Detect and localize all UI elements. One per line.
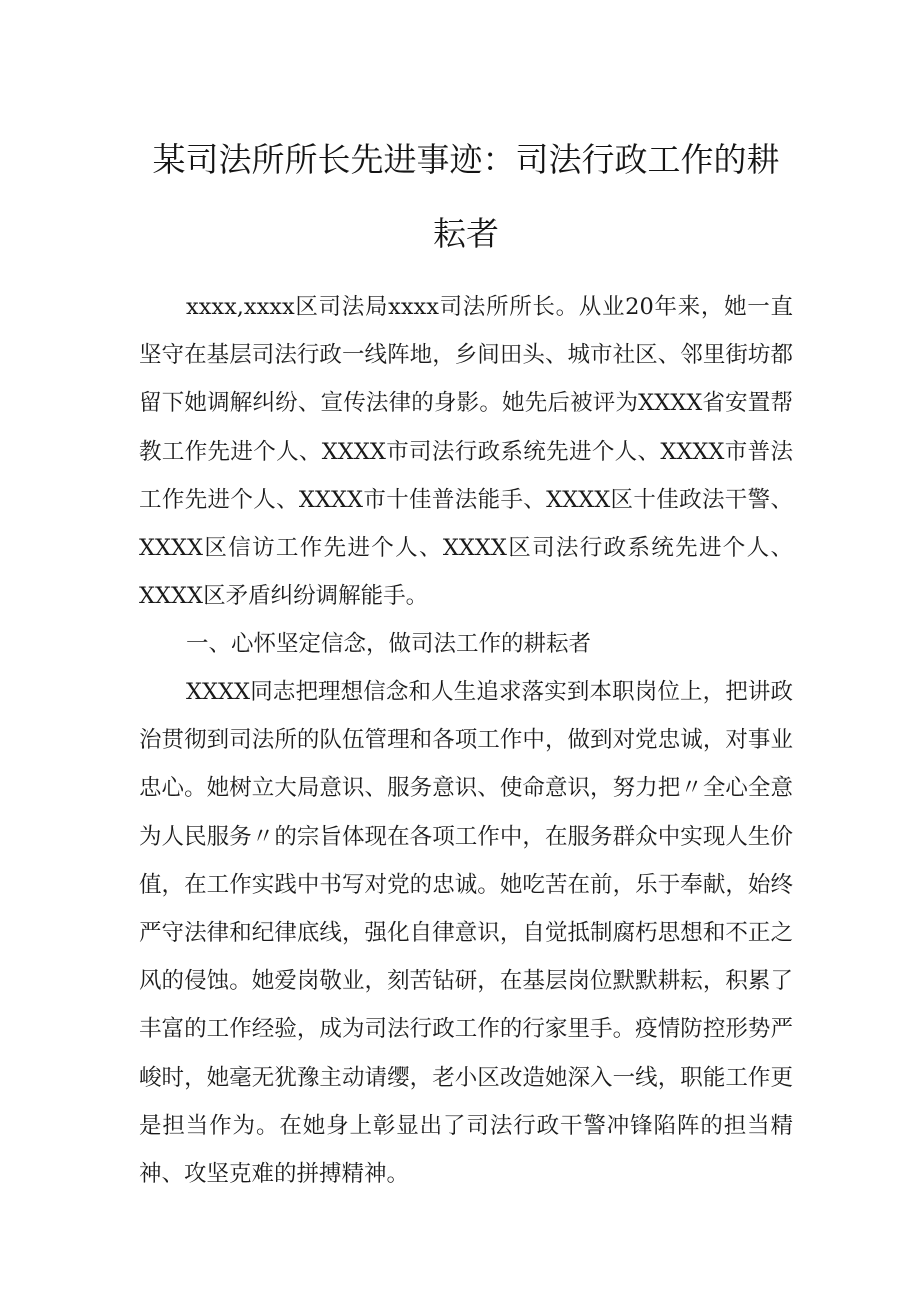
section-heading-1: 一、心怀坚定信念，做司法工作的耕耘者 [186, 631, 592, 657]
intro-paragraph: xxxx,xxxx区司法局xxxx司法所所长。从业20年来，她一直坚守在基层司法行政一线阵地，乡间田头、城市社区、邻里街坊都留下她调解纠纷、宣传法律的身影。她先后被评为XXXX省安置帮教工作先进个人、XXXX市司法行政系统先进个人、XXXX市普法工作先进个人、XXXX市十佳普法能手、XXXX区十佳政法干警、XXXX区信访工作先进个人、XXXX区司法行政系统先进个人、XXXX区矛盾纠纷调解能手。 [139, 294, 793, 610]
section-1-paragraph: XXXX同志把理想信念和人生追求落实到本职岗位上，把讲政治贯彻到司法所的队伍管理和各项工作中，做到对党忠诚，对事业忠心。她树立大局意识、服务意识、使命意识，努力把〃全心全意为人民服务〃的宗旨体现在各项工作中，在服务群众中实现人生价值，在工作实践中书写对党的忠诚。她吃苦在前，乐于奉献，始终严守法律和纪律底线，强化自律意识，自觉抵制腐朽思想和不正之风的侵蚀。她爱岗敬业，刻苦钻研，在基层岗位默默耕耘，积累了丰富的工作经验，成为司法行政工作的行家里手。疫情防控形势严峻时，她毫无犹豫主动请缨，老小区改造她深入一线，职能工作更是担当作为。在她身上彰显出了司法行政干警冲锋陷阵的担当精神、攻坚克难的拼搏精神。 [139, 679, 793, 1188]
document-title-line-1: 某司法所所长先进事迹：司法行政工作的耕 [152, 140, 780, 179]
document-title-line-2: 耘者 [433, 214, 499, 253]
